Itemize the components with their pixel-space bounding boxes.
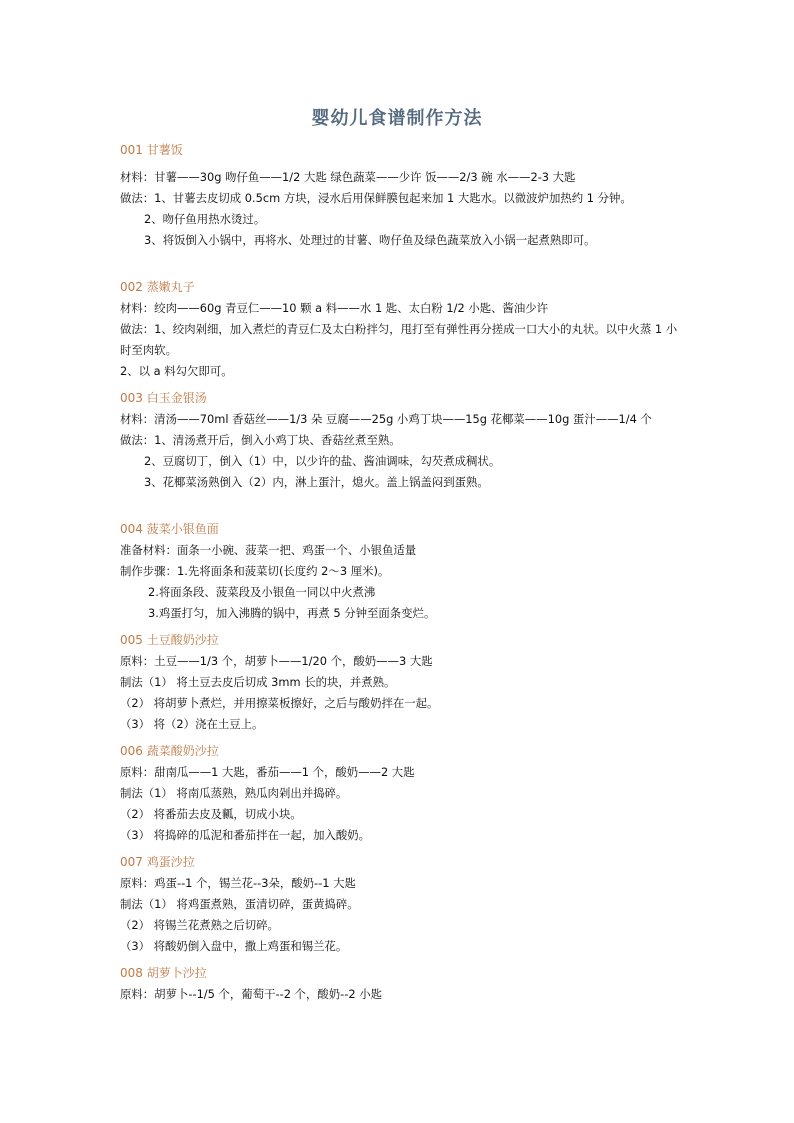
recipe-heading: 007 鸡蛋沙拉 bbox=[120, 855, 195, 869]
recipe-section-001 bbox=[120, 140, 680, 251]
recipe-ingredients: 材料：甘薯——30g 吻仔鱼——1/2 大匙 绿色蔬菜——少许 饭——2/3 碗 水——2-3 大匙 bbox=[120, 170, 576, 184]
recipe-heading: 008 胡萝卜沙拉 bbox=[120, 966, 207, 980]
recipe-step: 做法：1、绞肉剁细，加入煮烂的青豆仁及太白粉拌匀，甩打至有弹性再分搓成一口大小的丸状。以中火蒸 1 小时至肉软。 bbox=[120, 322, 678, 357]
recipe-ingredients: 原料：鸡蛋--1 个，锡兰花--3朵，酸奶--1 大匙 bbox=[120, 876, 356, 890]
recipe-step: 2、以 a 料勾欠即可。 bbox=[120, 364, 233, 378]
recipe-heading: 004 菠菜小银鱼面 bbox=[120, 522, 219, 536]
document-title: 婴幼儿食谱制作方法 bbox=[311, 108, 483, 129]
recipe-step: 制法（1） 将鸡蛋煮熟，蛋清切碎，蛋黄捣碎。 bbox=[120, 897, 359, 911]
recipe-ingredients: 准备材料：面条一小碗、菠菜一把、鸡蛋一个、小银鱼适量 bbox=[120, 543, 417, 557]
recipe-section-005 bbox=[120, 630, 680, 735]
recipe-step: （2） 将番茄去皮及瓤，切成小块。 bbox=[120, 807, 302, 821]
recipe-heading: 006 蔬菜酸奶沙拉 bbox=[120, 744, 219, 758]
recipe-step: 2、吻仔鱼用热水烫过。 bbox=[144, 212, 266, 226]
recipe-step: （3） 将捣碎的瓜泥和番茄拌在一起，加入酸奶。 bbox=[120, 828, 371, 842]
recipe-section-002 bbox=[120, 277, 680, 382]
recipe-section-007 bbox=[120, 852, 680, 957]
recipe-section-008 bbox=[120, 963, 680, 1005]
recipe-heading: 001 甘薯饭 bbox=[120, 143, 183, 157]
recipe-heading: 002 蒸嫩丸子 bbox=[120, 280, 195, 294]
recipe-step: 3、将饭倒入小锅中，再将水、处理过的甘薯、吻仔鱼及绿色蔬菜放入小锅一起煮熟即可。 bbox=[144, 233, 596, 247]
recipe-step: （3） 将酸奶倒入盘中，撒上鸡蛋和锡兰花。 bbox=[120, 939, 348, 953]
recipe-heading: 003 白玉金银汤 bbox=[120, 391, 207, 405]
recipe-step: 制法（1） 将南瓜蒸熟，熟瓜肉剁出并捣碎。 bbox=[120, 786, 348, 800]
document-body bbox=[120, 140, 680, 1005]
recipe-step: 3、花椰菜汤熟倒入（2）内，淋上蛋汁，熄火。盖上锅盖闷到蛋熟。 bbox=[144, 475, 489, 489]
recipe-step: （3） 将（2）浇在土豆上。 bbox=[120, 717, 264, 731]
recipe-ingredients: 原料：土豆——1/3 个，胡萝卜——1/20 个，酸奶——3 大匙 bbox=[120, 654, 433, 668]
recipe-ingredients: 原料：甜南瓜——1 大匙，番茄——1 个，酸奶——2 大匙 bbox=[120, 765, 415, 779]
recipe-ingredients: 材料：清汤——70ml 香菇丝——1/3 朵 豆腐——25g 小鸡丁块——15g 花椰菜——10g 蛋汁——1/4 个 bbox=[120, 412, 652, 426]
recipe-step: 做法：1、清汤煮开后，倒入小鸡丁块、香菇丝煮至熟。 bbox=[120, 433, 401, 447]
recipe-section-004 bbox=[120, 519, 680, 624]
recipe-step: 制作步骤：1.先将面条和菠菜切(长度约 2～3 厘米)。 bbox=[120, 564, 390, 578]
recipe-step: 2.将面条段、菠菜段及小银鱼一同以中火煮沸 bbox=[148, 585, 376, 599]
recipe-heading: 005 土豆酸奶沙拉 bbox=[120, 633, 219, 647]
recipe-step: 2、豆腐切丁，倒入（1）中，以少许的盐、酱油调味，勾芡煮成稠状。 bbox=[144, 454, 501, 468]
recipe-section-006 bbox=[120, 741, 680, 846]
recipe-ingredients: 材料：绞肉——60g 青豆仁——10 颗 a 料——水 1 匙、太白粉 1/2 小匙、酱油少许 bbox=[120, 301, 549, 315]
recipe-step: （2） 将胡萝卜煮烂，并用擦菜板擦好，之后与酸奶拌在一起。 bbox=[120, 696, 439, 710]
recipe-step: 3.鸡蛋打匀，加入沸腾的锅中，再煮 5 分钟至面条变烂。 bbox=[148, 606, 436, 620]
recipe-step: 制法（1） 将土豆去皮后切成 3mm 长的块，并煮熟。 bbox=[120, 675, 396, 689]
recipe-section-003 bbox=[120, 388, 680, 493]
recipe-ingredients: 原料：胡萝卜--1/5 个，葡萄干--2 个，酸奶--2 小匙 bbox=[120, 987, 382, 1001]
recipe-step: （2） 将锡兰花煮熟之后切碎。 bbox=[120, 918, 279, 932]
recipe-step: 做法：1、甘薯去皮切成 0.5cm 方块，浸水后用保鲜膜包起来加 1 大匙水。以微波炉加热约 1 分钟。 bbox=[120, 191, 632, 205]
